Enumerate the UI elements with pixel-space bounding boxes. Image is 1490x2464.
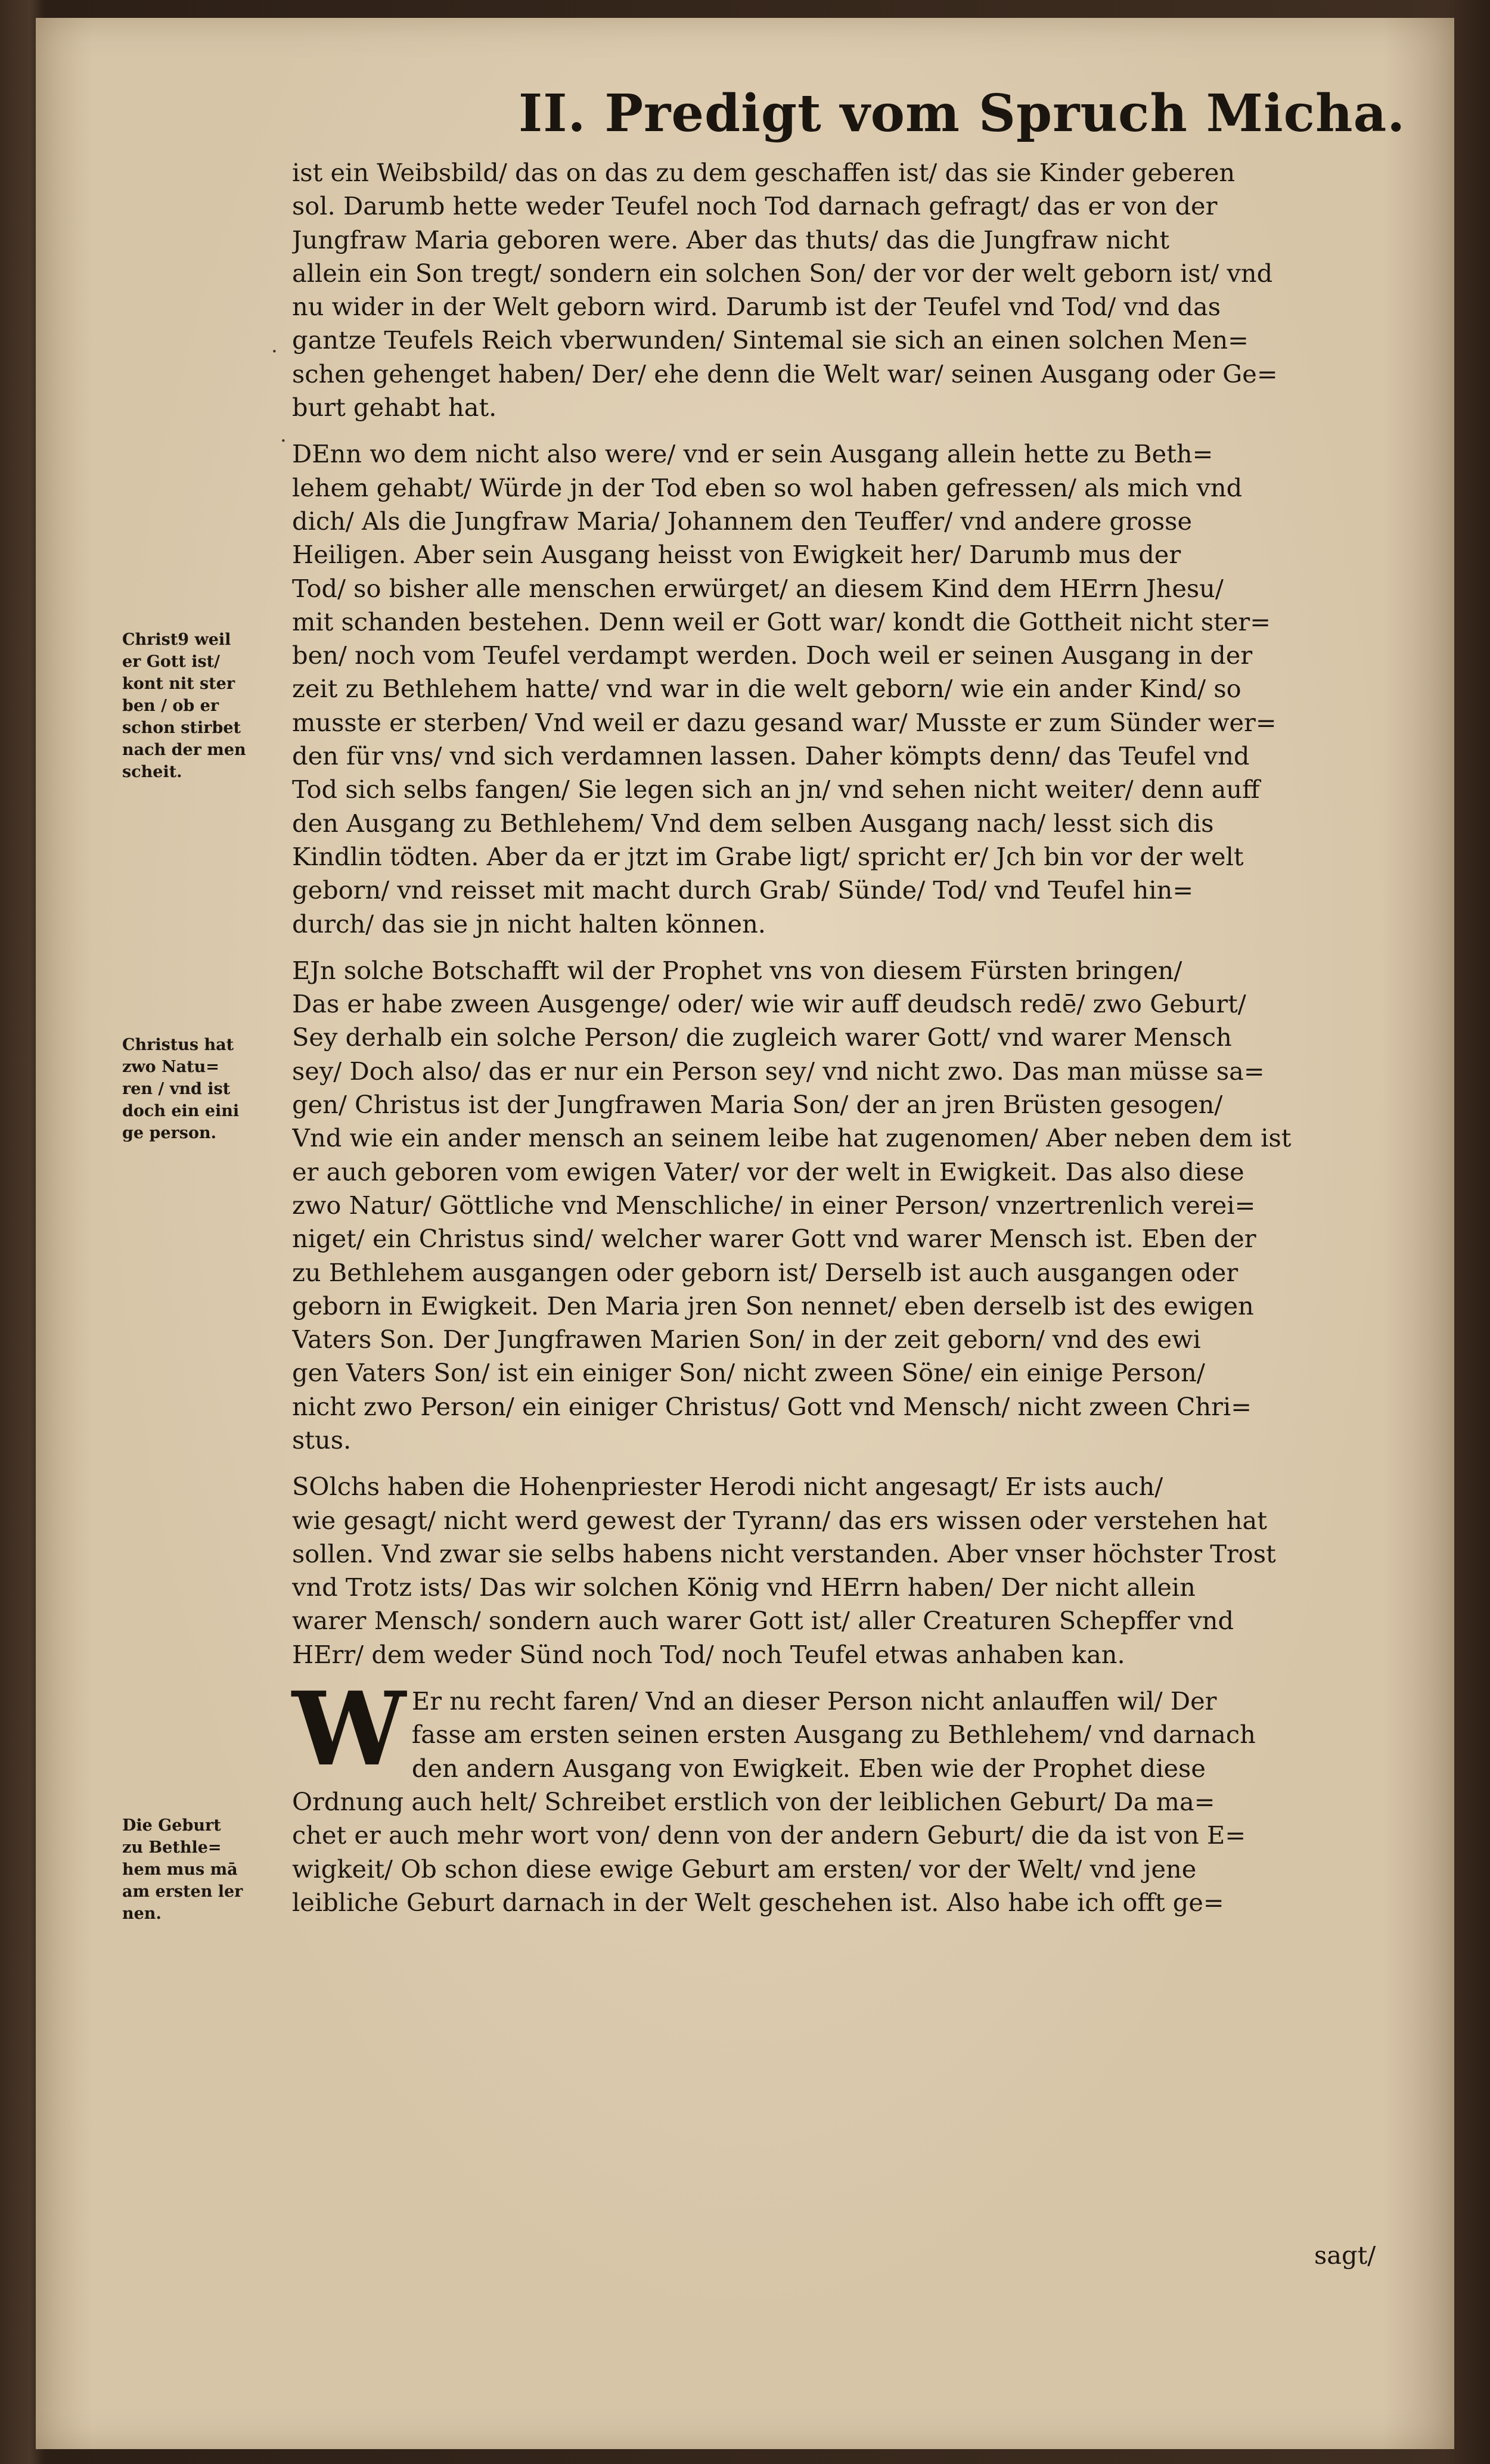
text-line: den andern Ausgang von Ewigkeit. Eben wie der Prophet diese xyxy=(411,1753,1206,1783)
text-line: stus. xyxy=(292,1425,352,1455)
margin-note-3 xyxy=(122,1814,283,1925)
text-line: Ordnung auch helt/ Schreibet erstlich von der leiblichen Geburt/ Da ma= xyxy=(292,1786,1215,1816)
text-line: geborn in Ewigkeit. Den Maria jren Son nennet/ eben derselb ist des ewigen xyxy=(292,1291,1254,1320)
text-line: EJn solche Botschafft wil der Prophet vns von diesem Fürsten bringen/ xyxy=(292,955,1182,985)
text-line: nicht zwo Person/ ein einiger Christus/ Gott vnd Mensch/ nicht zween Chri= xyxy=(292,1391,1252,1421)
margin-note-line: schon stirbet xyxy=(122,719,241,737)
text-line: Kindlin tödten. Aber da er jtzt im Grabe ligt/ spricht er/ Jch bin vor der welt xyxy=(292,841,1244,871)
margin-note-line: nen. xyxy=(122,1904,162,1923)
margin-note-line: zwo Natu= xyxy=(122,1058,219,1076)
margin-note-line: Die Geburt xyxy=(122,1816,221,1835)
text-line: geborn/ vnd reisset mit macht durch Grab/ Sünde/ Tod/ vnd Teufel hin= xyxy=(292,875,1194,905)
text-line: musste er sterben/ Vnd weil er dazu gesand war/ Musste er zum Sünder wer= xyxy=(292,707,1277,737)
text-line: Vaters Son. Der Jungfrawen Marien Son/ in der zeit geborn/ vnd des ewi xyxy=(292,1325,1201,1354)
text-line: wigkeit/ Ob schon diese ewige Geburt am ersten/ vor der Welt/ vnd jene xyxy=(292,1854,1197,1884)
margin-note-line: hem mus mā xyxy=(122,1860,238,1879)
text-line: dich/ Als die Jungfraw Maria/ Johannem den Teuffer/ vnd andere grosse xyxy=(292,506,1193,536)
text-line: er auch geboren vom ewigen Vater/ vor der welt in Ewigkeit. Das also diese xyxy=(292,1157,1244,1186)
paragraph-mark-icon: · xyxy=(271,340,278,363)
paragraph-3 xyxy=(292,954,1377,1457)
text-line: schen gehenget haben/ Der/ ehe denn die Welt war/ seinen Ausgang oder Ge= xyxy=(292,359,1278,389)
text-line: DEnn wo dem nicht also were/ vnd er sein Ausgang allein hette zu Beth= xyxy=(292,439,1213,469)
margin-note-line: er Gott ist/ xyxy=(122,652,221,671)
text-line: sey/ Doch also/ das er nur ein Person sey/ vnd nicht zwo. Das man müsse sa= xyxy=(292,1056,1265,1086)
margin-note-line: nach der men xyxy=(122,741,246,759)
text-line: den Ausgang zu Bethlehem/ Vnd dem selben Ausgang nach/ lesst sich dis xyxy=(292,808,1214,838)
paragraph-mark-icon: · xyxy=(280,429,287,453)
text-line: zeit zu Bethlehem hatte/ vnd war in die welt geborn/ wie ein ander Kind/ so xyxy=(292,674,1241,704)
text-line: sol. Darumb hette weder Teufel noch Tod darnach gefragt/ das er von der xyxy=(292,191,1218,221)
text-line: chet er auch mehr wort von/ denn von der andern Geburt/ die da ist von E= xyxy=(292,1820,1246,1850)
text-line: burt gehabt hat. xyxy=(292,393,497,422)
margin-note-line: ben / ob er xyxy=(122,697,219,715)
text-line: durch/ das sie jn nicht halten können. xyxy=(292,909,766,939)
margin-note-2 xyxy=(122,1034,283,1144)
margin-note-line: doch ein eini xyxy=(122,1102,240,1120)
text-line: Vnd wie ein ander mensch an seinem leibe hat zugenomen/ Aber neben dem ist xyxy=(292,1123,1292,1153)
text-line: vnd Trotz ists/ Das wir solchen König vnd HErrn haben/ Der nicht allein xyxy=(292,1573,1196,1602)
drop-cap-initial: W xyxy=(292,1670,406,1789)
text-line: Er nu recht faren/ Vnd an dieser Person nicht anlauffen wil/ Der xyxy=(411,1686,1217,1716)
paragraph-1 xyxy=(292,156,1377,424)
text-line: fasse am ersten seinen ersten Ausgang zu Bethlehem/ vnd darnach xyxy=(411,1720,1256,1750)
text-line: gen Vaters Son/ ist ein einiger Son/ nicht zween Söne/ ein einige Person/ xyxy=(292,1358,1205,1388)
text-line: sollen. Vnd zwar sie selbs habens nicht verstanden. Aber vnser höchster Trost xyxy=(292,1539,1276,1568)
margin-note-1 xyxy=(122,629,283,783)
text-line: Jungfraw Maria geboren were. Aber das thuts/ das die Jungfraw nicht xyxy=(292,225,1169,254)
text-line: Tod/ so bisher alle menschen erwürget/ an diesem Kind dem HErrn Jhesu/ xyxy=(292,573,1224,603)
running-header: II. Predigt vom Spruch Micha. xyxy=(519,83,1406,144)
margin-note-line: am ersten ler xyxy=(122,1882,243,1901)
text-line: Das er habe zween Ausgenge/ oder/ wie wir auff deudsch redē/ zwo Geburt/ xyxy=(292,989,1246,1019)
paragraph-5 xyxy=(292,1670,1377,1919)
main-text-column xyxy=(292,156,1377,1919)
text-line: gantze Teufels Reich vberwunden/ Sintemal sie sich an einen solchen Men= xyxy=(292,325,1249,355)
text-line: allein ein Son tregt/ sondern ein solchen Son/ der vor der welt geborn ist/ vnd xyxy=(292,258,1273,288)
text-line: HErr/ dem weder Sünd noch Tod/ noch Teufel etwas anhaben kan. xyxy=(292,1639,1125,1669)
margin-note-line: Christus hat xyxy=(122,1036,234,1054)
margin-note-line: scheit. xyxy=(122,763,182,781)
margin-note-line: ren / vnd ist xyxy=(122,1080,231,1098)
paragraph-4 xyxy=(292,1470,1377,1671)
text-line: lehem gehabt/ Würde jn der Tod eben so wol haben gefressen/ als mich vnd xyxy=(292,473,1243,502)
text-line: ist ein Weibsbild/ das on das zu dem geschaffen ist/ das sie Kinder geberen xyxy=(292,158,1236,187)
text-line: zwo Natur/ Göttliche vnd Menschliche/ in einer Person/ vnzertrenlich verei= xyxy=(292,1190,1256,1220)
text-line: zu Bethlehem ausgangen oder geborn ist/ Derselb ist auch ausgangen oder xyxy=(292,1257,1238,1287)
margin-note-line: kont nit ster xyxy=(122,675,235,693)
text-line: SOlchs haben die Hohenpriester Herodi nicht angesagt/ Er ists auch/ xyxy=(292,1472,1163,1502)
text-line: mit schanden bestehen. Denn weil er Gott war/ kondt die Gottheit nicht ster= xyxy=(292,607,1271,636)
text-line: gen/ Christus ist der Jungfrawen Maria Son/ der an jren Brüsten gesogen/ xyxy=(292,1090,1223,1120)
margin-note-line: Christ9 weil xyxy=(122,630,231,649)
text-line: Sey derhalb ein solche Person/ die zugleich warer Gott/ vnd warer Mensch xyxy=(292,1023,1232,1052)
text-line: nu wider in der Welt geborn wird. Darumb ist der Teufel vnd Tod/ vnd das xyxy=(292,292,1221,322)
text-line: Heiligen. Aber sein Ausgang heisst von Ewigkeit her/ Darumb mus der xyxy=(292,540,1181,570)
text-line: warer Mensch/ sondern auch warer Gott ist/ aller Creaturen Schepffer vnd xyxy=(292,1606,1234,1636)
paragraph-2 xyxy=(292,437,1377,940)
text-line: wie gesagt/ nicht werd gewest der Tyrann/ das ers wissen oder verstehen hat xyxy=(292,1505,1267,1535)
text-line: Tod sich selbs fangen/ Sie legen sich an jn/ vnd sehen nicht weiter/ denn auff xyxy=(292,775,1260,804)
catchword: sagt/ xyxy=(1314,2241,1376,2270)
text-line: leibliche Geburt darnach in der Welt geschehen ist. Also habe ich offt ge= xyxy=(292,1887,1224,1917)
margin-note-line: zu Bethle= xyxy=(122,1838,222,1857)
text-line: niget/ ein Christus sind/ welcher warer Gott vnd warer Mensch ist. Eben der xyxy=(292,1224,1256,1254)
text-line: den für vns/ vnd sich verdamnen lassen. Daher kömpts denn/ das Teufel vnd xyxy=(292,741,1250,771)
margin-note-line: ge person. xyxy=(122,1124,216,1142)
text-line: ben/ noch vom Teufel verdampt werden. Doch weil er seinen Ausgang in der xyxy=(292,641,1253,670)
